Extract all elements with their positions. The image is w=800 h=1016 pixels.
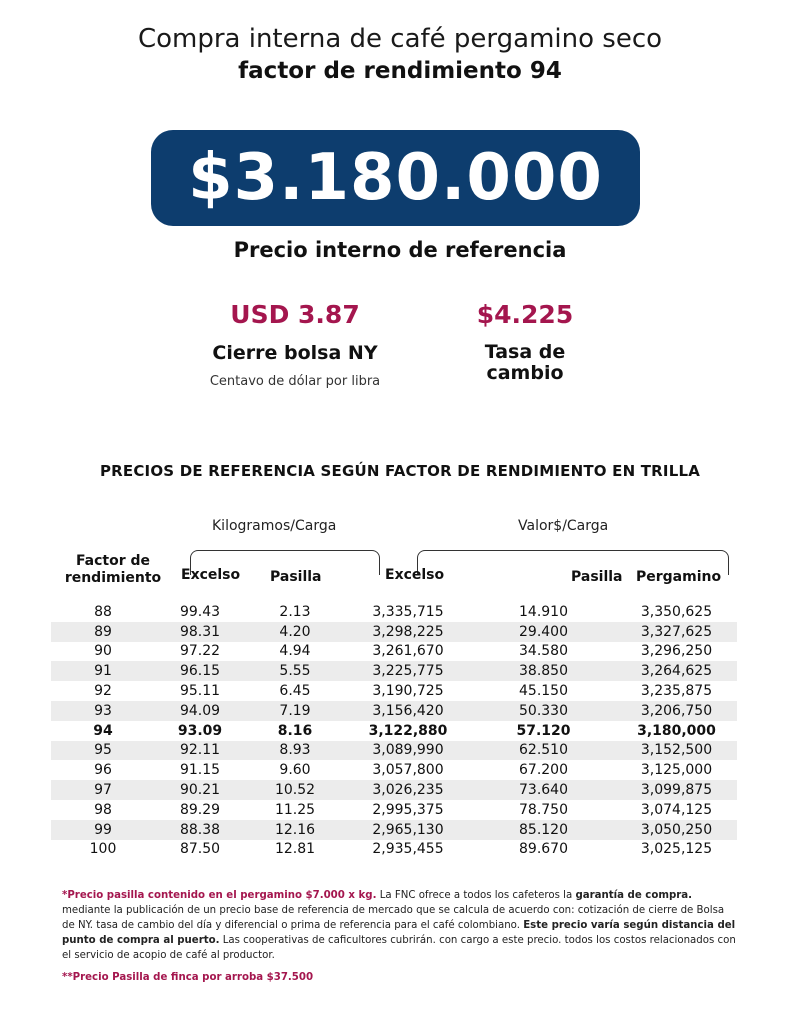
footnote-distance: Este precio varía según distancia del punto de compra al puerto. bbox=[62, 920, 736, 946]
cell-excelso-kg: 91.15 bbox=[179, 762, 221, 779]
cell-pasilla-kg: 8.16 bbox=[277, 722, 313, 739]
cell-factor: 97 bbox=[51, 780, 155, 800]
cell-pergamino: 3,264,625 bbox=[616, 661, 737, 681]
cell-pasilla-kg: 4.20 bbox=[245, 622, 345, 642]
table-row bbox=[51, 800, 737, 820]
cell-pasilla-kg: 5.55 bbox=[245, 661, 345, 681]
cell-pasilla-kg: 2.13 bbox=[279, 603, 311, 620]
exchange-rate-label-line2: cambio bbox=[486, 362, 564, 384]
cell-pasilla-kg: 6.45 bbox=[279, 683, 311, 700]
cell-pergamino: 3,125,000 bbox=[640, 762, 713, 779]
reference-price-table bbox=[51, 602, 737, 859]
table-row bbox=[51, 741, 737, 761]
table-row bbox=[51, 780, 737, 800]
footnote-text-3: Las cooperativas de caficultores cubrirán. con cargo a este precio. todos los costos relacionados con el servicio de acopio de café al productor. bbox=[62, 935, 736, 961]
cell-pasilla-valor: 89.670 bbox=[519, 841, 568, 858]
ny-close-label: Cierre bolsa NY bbox=[212, 342, 378, 364]
cell-pasilla-valor: 34.580 bbox=[519, 643, 568, 660]
cell-pasilla-kg: 11.25 bbox=[274, 801, 316, 818]
col-header-excelso-kg: Excelso bbox=[181, 567, 241, 583]
table-row bbox=[51, 602, 737, 622]
cell-factor: 98 bbox=[94, 801, 112, 818]
cell-pasilla-valor: 78.750 bbox=[519, 801, 568, 818]
price-banner bbox=[151, 130, 640, 226]
price-label: Precio interno de referencia bbox=[233, 238, 567, 262]
cell-pergamino: 3,350,625 bbox=[640, 603, 713, 620]
cell-factor: 93 bbox=[51, 701, 155, 721]
cell-excelso-valor: 3,190,725 bbox=[372, 683, 444, 700]
cell-excelso-kg: 97.22 bbox=[179, 643, 221, 660]
cell-pasilla-kg: 4.94 bbox=[279, 643, 311, 660]
cell-pergamino: 3,180,000 bbox=[637, 722, 716, 739]
cell-pergamino: 3,152,500 bbox=[616, 741, 737, 761]
col-header-factor bbox=[58, 553, 168, 587]
cell-excelso-valor: 3,225,775 bbox=[345, 661, 471, 681]
footnote-finca-price: **Precio Pasilla de finca por arroba $37.500 bbox=[62, 972, 314, 983]
cell-excelso-kg: 93.09 bbox=[177, 722, 223, 739]
cell-excelso-valor: 2,935,455 bbox=[372, 841, 444, 858]
cell-excelso-kg: 92.11 bbox=[155, 741, 245, 761]
cell-factor: 95 bbox=[51, 741, 155, 761]
cell-factor: 92 bbox=[94, 683, 112, 700]
col-header-pergamino: Pergamino bbox=[636, 569, 722, 585]
cell-pergamino: 3,025,125 bbox=[640, 841, 713, 858]
cell-pasilla-valor: 73.640 bbox=[471, 780, 616, 800]
cell-pasilla-valor: 57.120 bbox=[516, 722, 571, 739]
footnote-guarantee: garantía de compra. bbox=[575, 890, 693, 901]
cell-pasilla-valor: 67.200 bbox=[519, 762, 568, 779]
cell-pergamino: 3,050,250 bbox=[616, 820, 737, 840]
cell-pasilla-valor: 85.120 bbox=[471, 820, 616, 840]
cell-excelso-kg: 94.09 bbox=[155, 701, 245, 721]
cell-pasilla-valor: 14.910 bbox=[519, 603, 568, 620]
cell-factor: 100 bbox=[89, 841, 117, 858]
cell-excelso-valor: 3,057,800 bbox=[372, 762, 444, 779]
exchange-rate-label-line1: Tasa de bbox=[484, 341, 566, 363]
cell-excelso-kg: 96.15 bbox=[155, 661, 245, 681]
cell-factor: 96 bbox=[94, 762, 112, 779]
cell-excelso-valor: 3,089,990 bbox=[345, 741, 471, 761]
cell-pergamino: 3,206,750 bbox=[616, 701, 737, 721]
cell-pasilla-valor: 50.330 bbox=[471, 701, 616, 721]
cell-excelso-kg: 98.31 bbox=[155, 622, 245, 642]
table-row bbox=[51, 642, 737, 662]
cell-excelso-kg: 88.38 bbox=[155, 820, 245, 840]
cell-excelso-valor: 3,335,715 bbox=[372, 603, 444, 620]
table-row bbox=[51, 820, 737, 840]
cell-pasilla-valor: 29.400 bbox=[471, 622, 616, 642]
cell-pasilla-kg: 9.60 bbox=[279, 762, 311, 779]
footnote-pasilla-price: *Precio pasilla contenido en el pergamino $7.000 x kg. bbox=[62, 890, 377, 901]
page-title: Compra interna de café pergamino seco bbox=[137, 24, 663, 54]
cell-pasilla-kg: 7.19 bbox=[245, 701, 345, 721]
cell-pergamino: 3,327,625 bbox=[616, 622, 737, 642]
cell-factor: 94 bbox=[93, 722, 113, 739]
cell-excelso-valor: 2,995,375 bbox=[372, 801, 444, 818]
cell-excelso-kg: 95.11 bbox=[179, 683, 221, 700]
cell-pasilla-kg: 12.81 bbox=[274, 841, 316, 858]
col-header-pasilla-kg: Pasilla bbox=[270, 569, 322, 585]
group-label-kg: Kilogramos/Carga bbox=[212, 518, 337, 534]
cell-pasilla-valor: 62.510 bbox=[471, 741, 616, 761]
cell-factor: 88 bbox=[94, 603, 112, 620]
cell-excelso-valor: 3,156,420 bbox=[345, 701, 471, 721]
cell-excelso-kg: 87.50 bbox=[179, 841, 221, 858]
cell-factor: 99 bbox=[51, 820, 155, 840]
col-header-pasilla-val: Pasilla bbox=[571, 569, 623, 585]
table-row bbox=[51, 840, 737, 860]
col-header-factor-line1: Factor de bbox=[75, 553, 151, 569]
cell-pasilla-kg: 8.93 bbox=[245, 741, 345, 761]
exchange-rate-label bbox=[455, 342, 595, 384]
cell-factor: 89 bbox=[51, 622, 155, 642]
cell-excelso-valor: 3,261,670 bbox=[372, 643, 444, 660]
cell-pasilla-valor: 45.150 bbox=[519, 683, 568, 700]
cell-excelso-valor: 3,026,235 bbox=[345, 780, 471, 800]
cell-pergamino: 3,235,875 bbox=[640, 683, 713, 700]
footnote-text-2: mediante la publicación de un precio base de referencia de mercado que se calcula de acuerdo con: cotización de cierre de Bolsa de NY. tasa de cambio del día y diferencial o prima de referencia para el café colombiano. bbox=[62, 905, 725, 931]
ny-close-value: USD 3.87 bbox=[230, 300, 360, 329]
cell-pergamino: 3,074,125 bbox=[640, 801, 713, 818]
cell-factor: 90 bbox=[94, 643, 112, 660]
table-row bbox=[51, 701, 737, 721]
ny-close-unit: Centavo de dólar por libra bbox=[209, 374, 381, 389]
cell-excelso-valor: 3,122,880 bbox=[368, 722, 448, 739]
cell-pergamino: 3,296,250 bbox=[640, 643, 713, 660]
cell-excelso-kg: 89.29 bbox=[179, 801, 221, 818]
table-row bbox=[51, 681, 737, 701]
footnote bbox=[62, 888, 738, 963]
cell-pasilla-kg: 10.52 bbox=[245, 780, 345, 800]
exchange-rate-value: $4.225 bbox=[476, 300, 574, 329]
table-row bbox=[51, 661, 737, 681]
section-title: PRECIOS DE REFERENCIA SEGÚN FACTOR DE RENDIMIENTO EN TRILLA bbox=[99, 462, 701, 480]
table-row bbox=[51, 721, 737, 741]
footnote-text-1: La FNC ofrece a todos los cafeteros la bbox=[376, 890, 576, 901]
cell-excelso-kg: 90.21 bbox=[155, 780, 245, 800]
col-header-excelso-val: Excelso bbox=[385, 567, 445, 583]
cell-excelso-kg: 99.43 bbox=[179, 603, 221, 620]
cell-pergamino: 3,099,875 bbox=[616, 780, 737, 800]
table-row bbox=[51, 760, 737, 780]
page-subtitle: factor de rendimiento 94 bbox=[238, 58, 562, 84]
table-row bbox=[51, 622, 737, 642]
cell-excelso-valor: 2,965,130 bbox=[345, 820, 471, 840]
cell-pasilla-kg: 12.16 bbox=[245, 820, 345, 840]
group-label-valor: Valor$/Carga bbox=[518, 518, 609, 534]
cell-factor: 91 bbox=[51, 661, 155, 681]
cell-pasilla-valor: 38.850 bbox=[471, 661, 616, 681]
price-value: $3.180.000 bbox=[188, 141, 603, 215]
cell-excelso-valor: 3,298,225 bbox=[345, 622, 471, 642]
col-header-factor-line2: rendimiento bbox=[64, 570, 162, 586]
